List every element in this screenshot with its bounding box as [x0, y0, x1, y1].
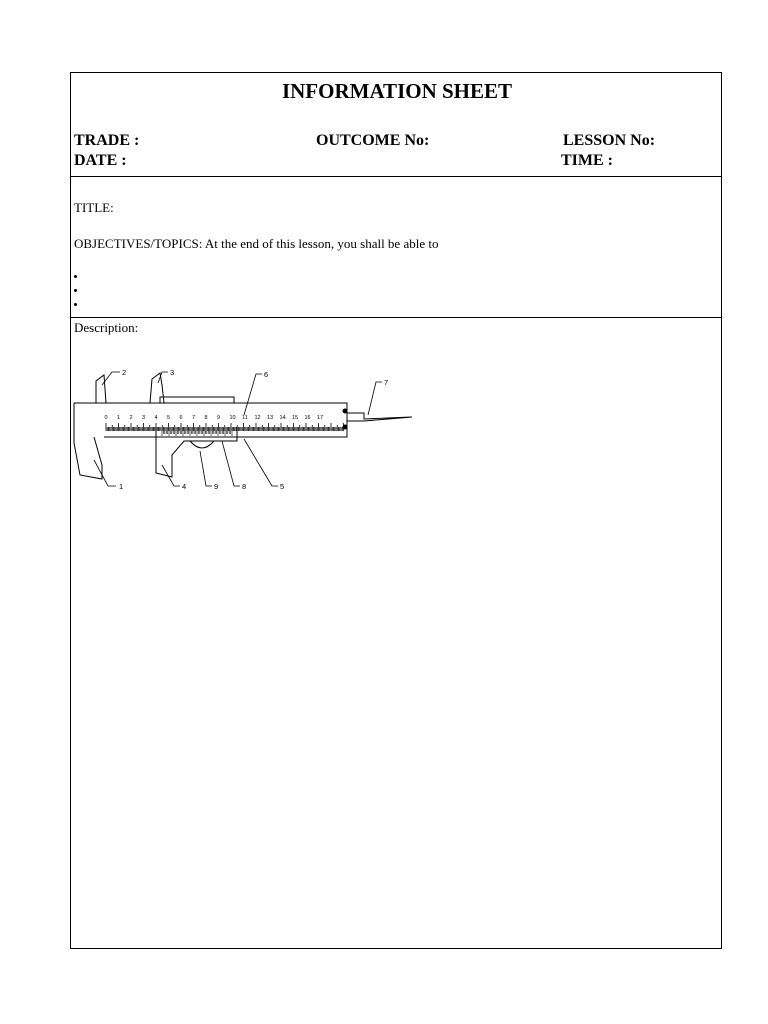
scale-number: 12	[254, 415, 261, 421]
vernier-scale-ticks	[162, 431, 232, 436]
title-label: TITLE:	[74, 200, 114, 215]
scale-number: 2	[129, 415, 133, 421]
leader-9	[200, 451, 212, 486]
vernier-caliper-diagram	[72, 355, 422, 500]
header-section	[70, 72, 722, 177]
scale-number: 6	[179, 415, 183, 421]
scale-number: 15	[292, 415, 299, 421]
screw-top	[343, 409, 347, 413]
objectives-text: OBJECTIVES/TOPICS: At the end of this lesson, you shall be able to	[74, 236, 439, 251]
scale-number: 11	[242, 415, 248, 421]
leader-5	[244, 439, 278, 486]
scale-number: 8	[204, 415, 208, 421]
thumb-roller	[190, 441, 214, 448]
callout-1: 1	[119, 482, 124, 491]
scale-number: 7	[192, 415, 196, 421]
time-label: TIME :	[561, 152, 613, 169]
slider-top	[160, 397, 234, 403]
fixed-inside-jaw	[96, 375, 106, 403]
sliding-inside-jaw	[150, 373, 164, 403]
scale-number: 9	[217, 415, 221, 421]
leader-7	[368, 382, 382, 415]
scale-number: 5	[167, 415, 171, 421]
trade-label: TRADE :	[74, 132, 140, 149]
scale-number: 10	[229, 415, 236, 421]
callout-5: 5	[280, 482, 285, 491]
scale-numbers	[105, 415, 324, 421]
scale-number: 1	[117, 415, 121, 421]
depth-rod	[347, 413, 412, 421]
callout-9: 9	[214, 482, 219, 491]
scale-number: 4	[154, 415, 158, 421]
bullet-3	[74, 303, 77, 306]
scale-number: 3	[142, 415, 146, 421]
callout-2: 2	[122, 368, 127, 377]
date-label: DATE :	[74, 152, 127, 169]
outcome-label: OUTCOME No:	[316, 132, 430, 149]
callout-8: 8	[242, 482, 247, 491]
scale-number: 13	[267, 415, 274, 421]
lesson-label: LESSON No:	[563, 132, 656, 149]
objectives-section	[70, 176, 722, 318]
callout-6: 6	[264, 370, 269, 379]
leader-1	[94, 460, 116, 486]
scale-number: 17	[317, 415, 324, 421]
description-label: Description:	[74, 320, 139, 335]
bullet-2	[74, 289, 77, 292]
callout-7: 7	[384, 378, 389, 387]
callout-3: 3	[170, 368, 175, 377]
callout-4: 4	[182, 482, 187, 491]
sheet-title: INFORMATION SHEET	[281, 79, 513, 103]
scale-number: 16	[304, 415, 311, 421]
scale-number: 0	[104, 415, 108, 421]
main-scale-ticks	[106, 423, 344, 431]
leader-6	[244, 374, 262, 415]
scale-number: 14	[279, 415, 286, 421]
bullet-1	[74, 275, 77, 278]
leader-8	[222, 441, 240, 486]
